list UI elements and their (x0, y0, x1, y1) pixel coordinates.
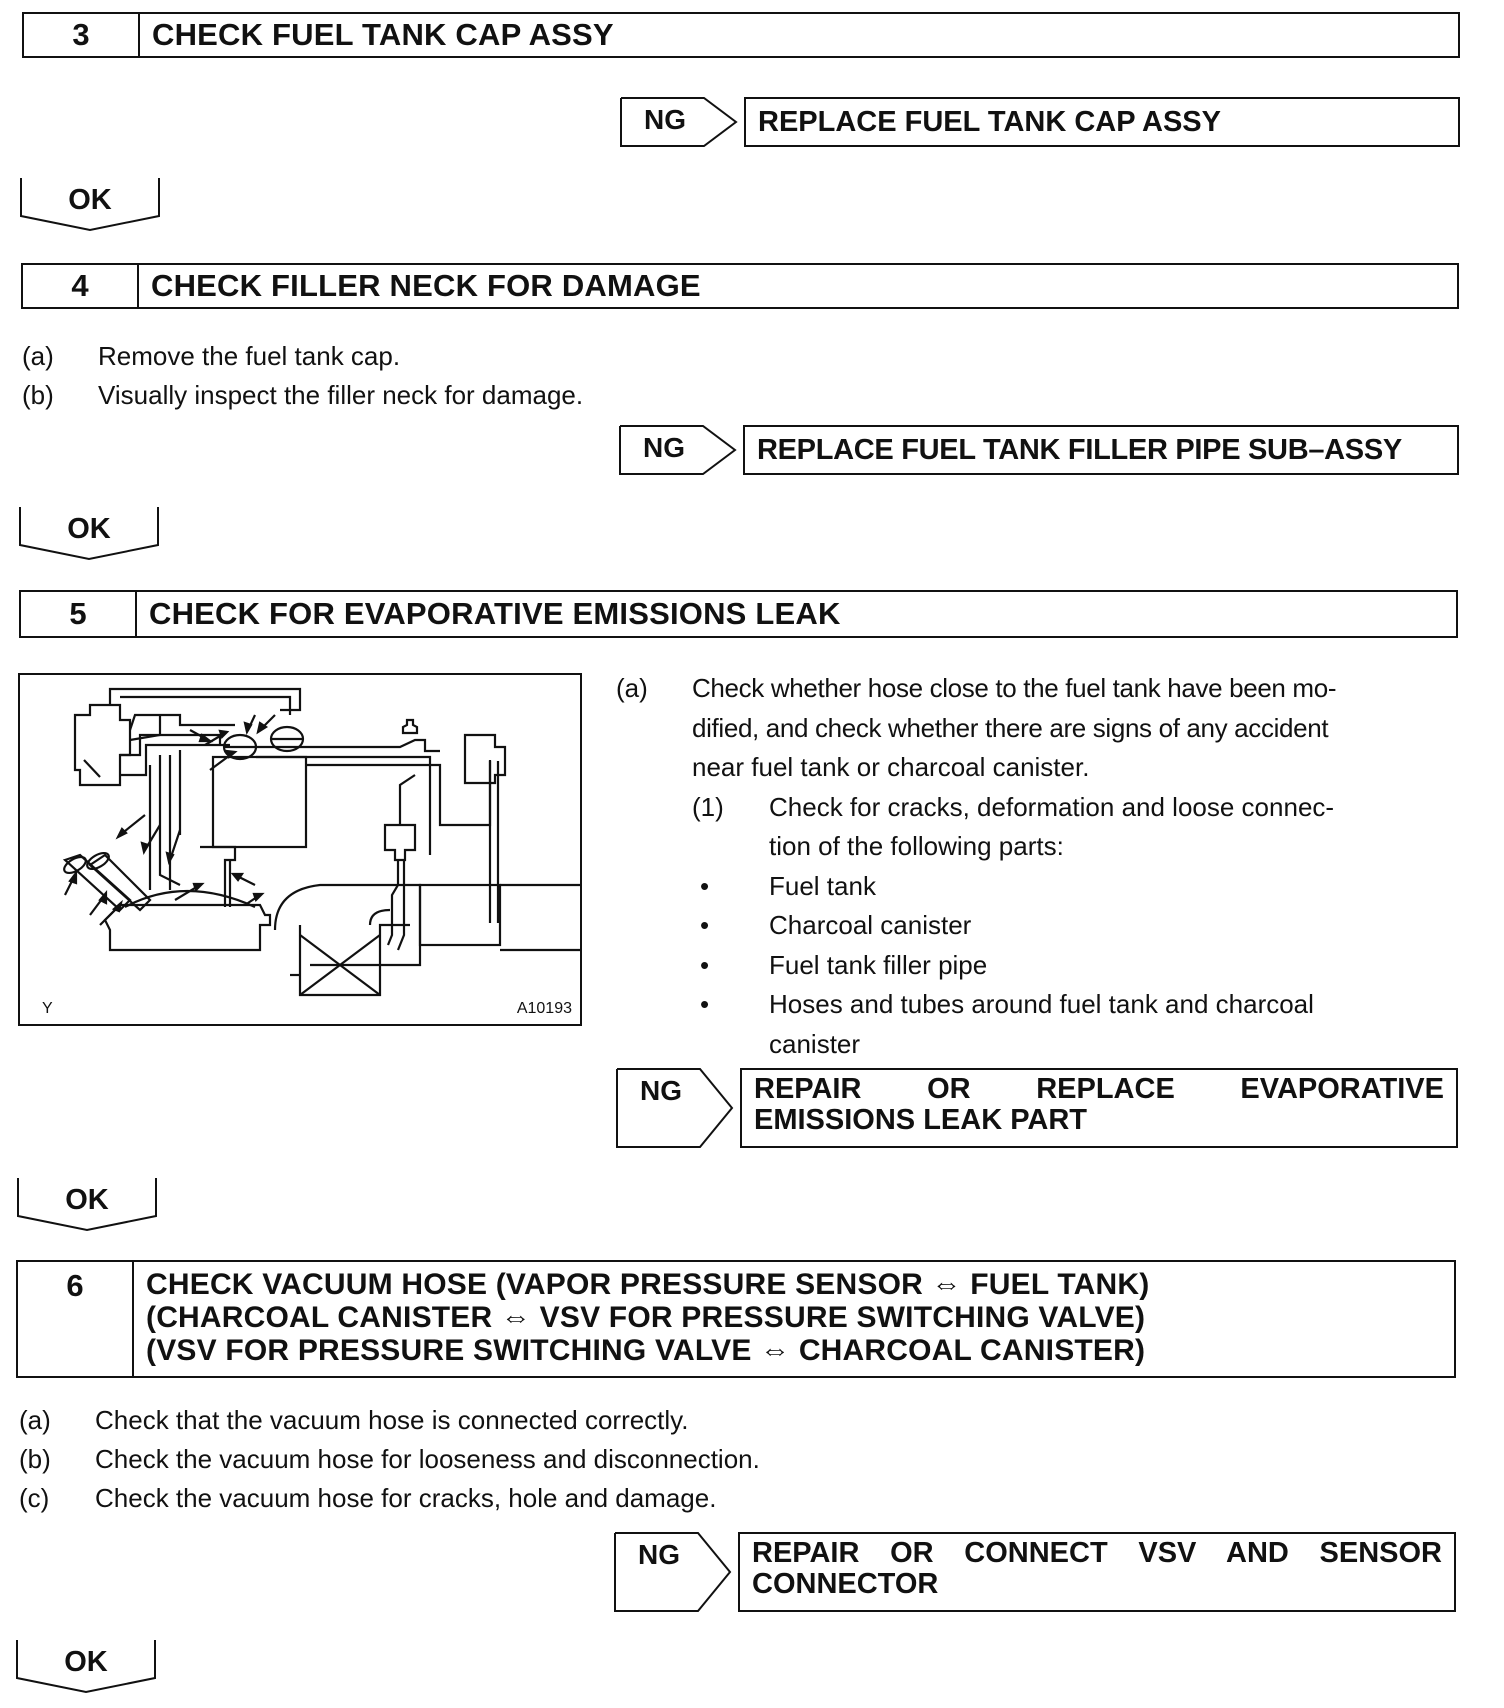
step-5-header (19, 590, 1458, 638)
ok-branch-step-4 (19, 507, 159, 561)
step-5-instructions (616, 669, 1460, 1064)
instruction-marker: (b) (19, 1444, 51, 1474)
step-6-header (16, 1260, 1456, 1378)
instruction-marker: (b) (22, 380, 54, 410)
instruction-line (616, 748, 1460, 788)
step-number: 6 (18, 1262, 134, 1376)
instruction-line (616, 867, 1460, 907)
instruction-marker: (a) (19, 1405, 51, 1435)
step-title-line: (VSV FOR PRESSURE SWITCHING VALVE ⇔ CHARCOAL CANISTER) (146, 1334, 1146, 1367)
instruction-text: Check for cracks, deformation and loose connec- (769, 791, 1335, 822)
ng-branch-step-5 (616, 1068, 734, 1148)
step-title-line: CHECK VACUUM HOSE (VAPOR PRESSURE SENSOR ⇔ FUEL TANK) (146, 1268, 1150, 1301)
bullet-icon: • (700, 989, 710, 1019)
ng-result-line: REPAIR OR CONNECT VSV AND SENSOR (752, 1537, 1442, 1569)
instruction-line (616, 669, 1460, 709)
step-title-line: (CHARCOAL CANISTER ⇔ VSV FOR PRESSURE SWITCHING VALVE) (146, 1301, 1146, 1334)
instruction-line (616, 906, 1460, 946)
ng-result-step-5 (740, 1068, 1458, 1148)
instruction-marker: (a) (22, 341, 54, 371)
ng-result-line: EMISSIONS LEAK PART (754, 1104, 1087, 1136)
instruction-marker: (a) (616, 673, 648, 703)
ng-result-line: REPAIR OR REPLACE EVAPORATIVE (754, 1073, 1444, 1105)
bullet-icon: • (700, 949, 710, 980)
instruction-text: tion of the following parts: (769, 831, 1064, 861)
bullet-icon: • (700, 870, 710, 901)
ok-branch-step-3 (20, 178, 160, 232)
ng-result-step-4: REPLACE FUEL TANK FILLER PIPE SUB–ASSY (743, 425, 1459, 475)
ok-branch-step-5 (17, 1178, 157, 1232)
step-title (146, 1268, 1149, 1376)
figure-corner-label: Y (42, 1000, 53, 1017)
ng-result-step-3: REPLACE FUEL TANK CAP ASSY (744, 97, 1460, 147)
step-number: 3 (24, 14, 140, 56)
instruction-line (616, 985, 1460, 1025)
ok-label: OK (65, 1184, 109, 1216)
instruction-text: Check whether hose close to the fuel tank have been mo- (692, 673, 1337, 703)
ok-label: OK (67, 513, 111, 545)
step-title: CHECK FILLER NECK FOR DAMAGE (151, 268, 701, 303)
ng-label: NG (638, 1539, 680, 1570)
instruction-text: Check that the vacuum hose is connected correctly. (95, 1405, 689, 1435)
instruction-marker: (1) (692, 791, 724, 822)
step-number: 4 (23, 265, 139, 307)
instruction-text: Remove the fuel tank cap. (98, 341, 401, 371)
instruction-text: canister (769, 1028, 861, 1059)
ng-label: NG (640, 1075, 682, 1106)
evap-system-diagram (18, 673, 582, 1026)
ng-result-line: CONNECTOR (752, 1568, 939, 1600)
ok-label: OK (68, 184, 112, 216)
instruction-line (616, 827, 1460, 867)
step-title: CHECK FUEL TANK CAP ASSY (152, 17, 614, 52)
ok-label: OK (64, 1646, 108, 1678)
ng-result-step-6 (738, 1532, 1456, 1612)
instruction-line (616, 1025, 1460, 1065)
ng-branch-step-6 (614, 1532, 732, 1612)
figure-id: A10193 (516, 1000, 572, 1017)
evap-system-illustration (20, 675, 580, 1024)
bullet-icon: • (700, 910, 710, 940)
step-title: CHECK FOR EVAPORATIVE EMISSIONS LEAK (149, 596, 841, 631)
instruction-text: Check the vacuum hose for cracks, hole and damage. (95, 1483, 717, 1513)
instruction-text: Fuel tank (769, 870, 876, 901)
ng-branch-step-3 (620, 97, 738, 147)
ng-label: NG (643, 432, 685, 463)
step-4-header (21, 263, 1459, 309)
step-3-header (22, 12, 1460, 58)
instruction-text: Check the vacuum hose for looseness and disconnection. (95, 1444, 760, 1474)
ok-branch-step-6 (16, 1640, 156, 1694)
instruction-text: Charcoal canister (769, 910, 972, 940)
instruction-marker: (c) (19, 1483, 50, 1513)
instruction-text: Hoses and tubes around fuel tank and charcoal (769, 989, 1314, 1019)
instruction-text: near fuel tank or charcoal canister. (692, 752, 1090, 782)
ng-branch-step-4 (619, 425, 737, 475)
instruction-text: Fuel tank filler pipe (769, 949, 988, 980)
instruction-text: Visually inspect the filler neck for damage. (98, 380, 584, 410)
instruction-line (616, 788, 1460, 828)
instruction-line (616, 709, 1460, 749)
instruction-line (616, 946, 1460, 986)
step-number: 5 (21, 592, 137, 636)
instruction-text: dified, and check whether there are signs of any accident (692, 712, 1329, 743)
ng-label: NG (644, 104, 686, 135)
